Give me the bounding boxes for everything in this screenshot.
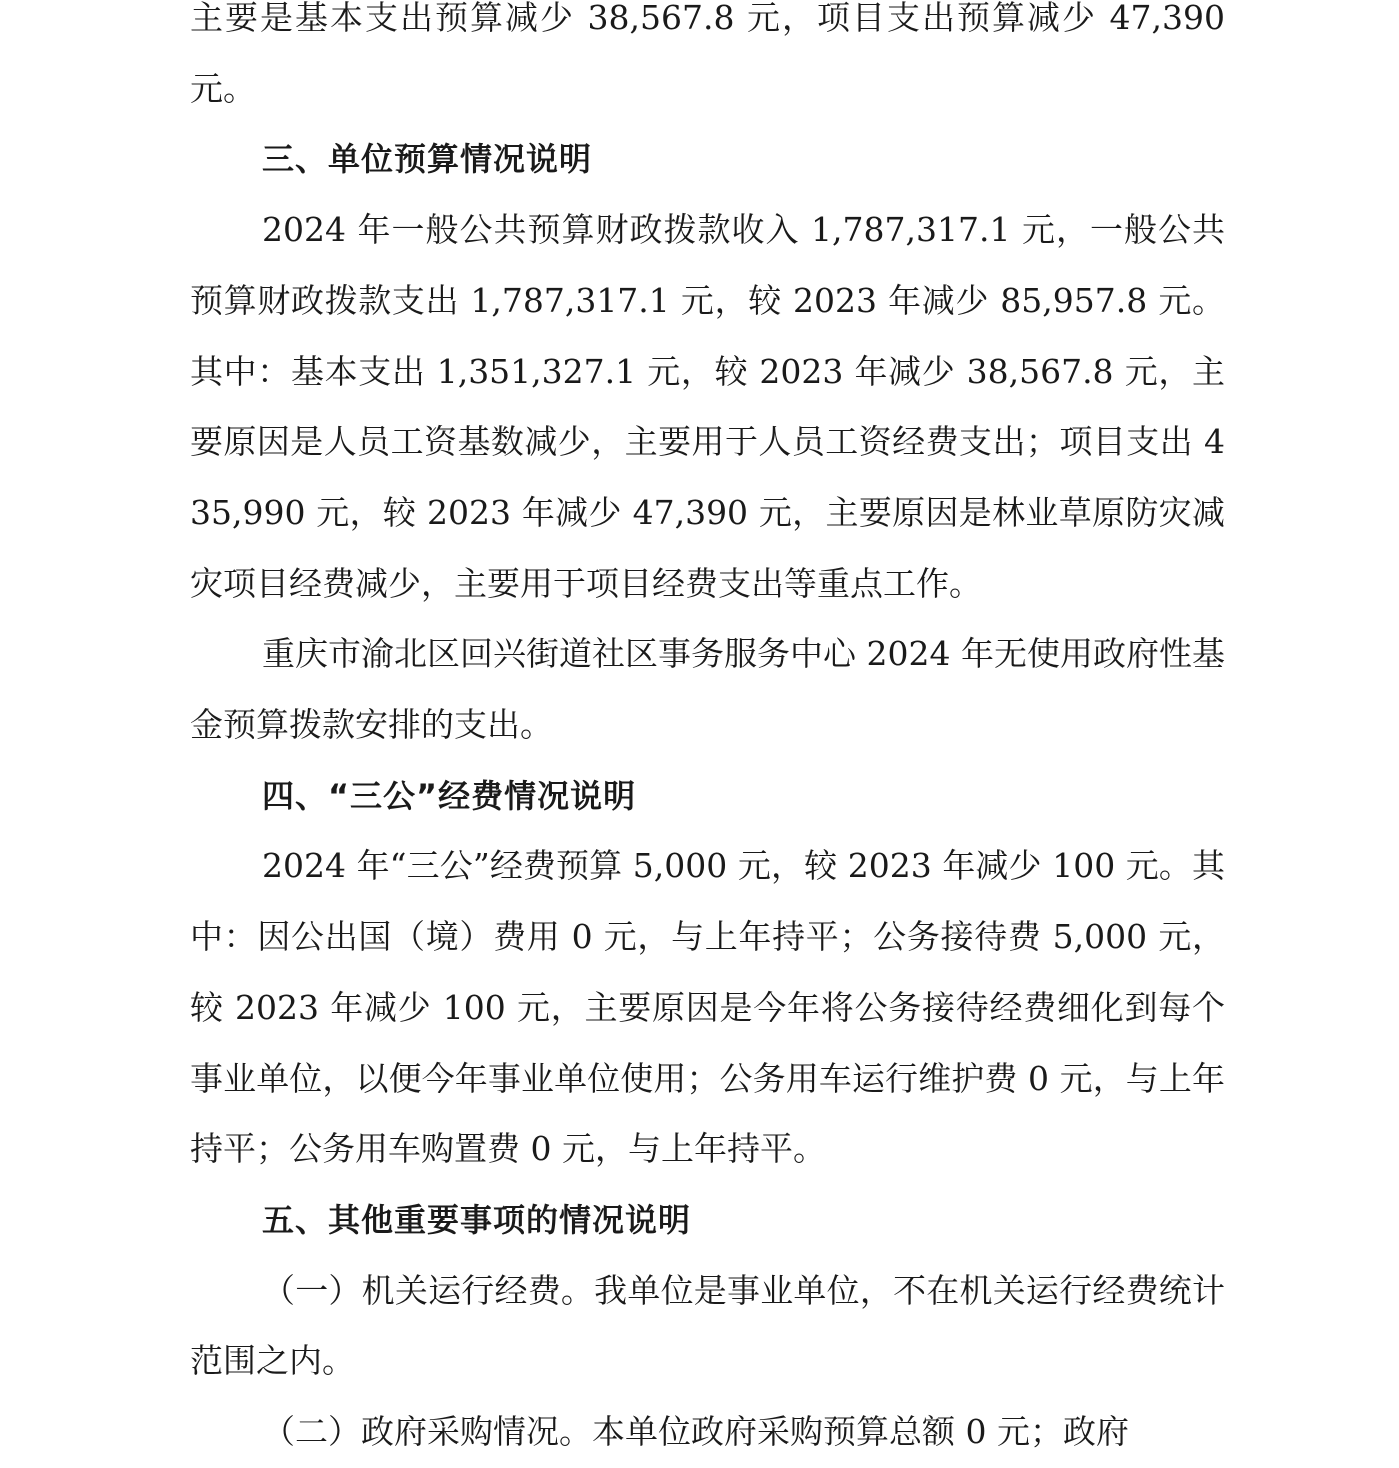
paragraph-procurement: （二）政府采购情况。本单位政府采购预算总额 0 元；政府 bbox=[262, 1412, 1129, 1452]
section-heading-other-matters: 五、其他重要事项的情况说明 bbox=[262, 1200, 692, 1239]
section-heading-unit-budget: 三、单位预算情况说明 bbox=[262, 140, 593, 179]
paragraph-three-public-expenses: 2024 年“三公”经费预算 5,000 元，较 2023 年减少 100 元。其中：因公出国（境）费用 0 元，与上年持平；公务接待费 5,000 元，较 2023 年减少 100 元，主要原因是今年将公务接待经费细化到每个事业单位，以便今年事业单位使用；公务用车运行维护费 0 元，与上年持平；公务用车购置费 0 元，与上年持平。 bbox=[190, 846, 1225, 1169]
document-page bbox=[190, 0, 1225, 1468]
paragraph-operating-expenses: （一）机关运行经费。我单位是事业单位，不在机关运行经费统计范围之内。 bbox=[190, 1270, 1225, 1381]
paragraph-government-fund: 重庆市渝北区回兴街道社区事务服务中心 2024 年无使用政府性基金预算拨款安排的支出。 bbox=[190, 634, 1225, 745]
paragraph-general-budget: 2024 年一般公共预算财政拨款收入 1,787,317.1 元，一般公共预算财政拨款支出 1,787,317.1 元，较 2023 年减少 85,957.8 元。其中：基本支出 1,351,327.1 元，较 2023 年减少 38,567.8 元，主要原因是人员工资基数减少，主要用于人员工资经费支出；项目支出 435,990 元，较 2023 年减少 47,390 元，主要原因是林业草原防灾减灾项目经费减少，主要用于项目经费支出等重点工作。 bbox=[190, 210, 1225, 603]
paragraph-carryover: 主要是基本支出预算减少 38,567.8 元，项目支出预算减少 47,390 元。 bbox=[190, 0, 1225, 108]
section-heading-three-public: 四、“三公”经费情况说明 bbox=[262, 776, 637, 815]
